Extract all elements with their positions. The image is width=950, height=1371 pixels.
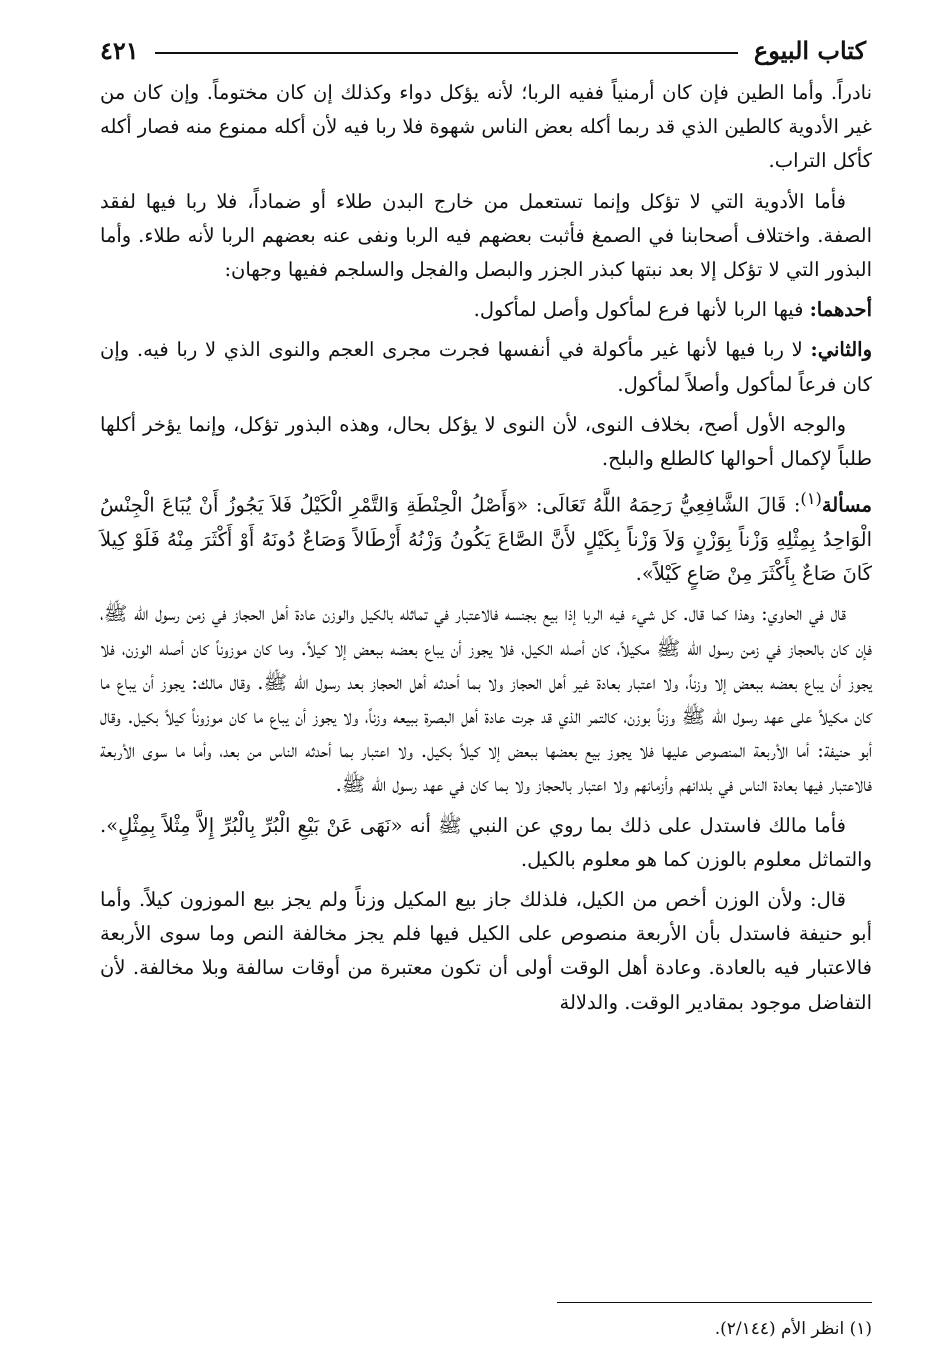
header-rule: [155, 52, 738, 54]
page-number: ٤٢١: [100, 35, 139, 65]
paragraph: قال: ولأن الوزن أخص من الكيل، فلذلك جاز بيع المكيل وزناً ولم يجز بيع الموزون كيلاً. وأما أبو حنيفة فاستدل بأن الأربعة منصوص على الكيل فيها فلم يجز مخالفة النص وما سوى الأربعة فالاعتبار فيه بالعادة. وعادة أهل الوقت أولى أن تكون معتبرة من أوقات سالفة وبلا مخالفة. لأن التفاضل موجود بمقادير الوقت. والدلالة: [100, 887, 872, 1014]
paragraph: [100, 293, 872, 327]
paragraph-lead: أحدهما:: [809, 298, 872, 322]
chapter-title: كتاب البيوع: [753, 35, 866, 65]
paragraph: [100, 333, 872, 401]
paragraph-lead: والثاني:: [810, 338, 872, 362]
footnote-text: انظر الأم (٢/١٤٤).: [714, 1319, 845, 1339]
page-header: [100, 30, 866, 70]
paragraph: فأما مالك فاستدل على ذلك بما روي عن النبي ﷺ أنه «نَهَى عَنْ بَيْعِ الْبُرِّ بِالْبُرِّ إِلاَّ مِثْلاً بِمِثْلٍ». والتماثل معلوم بالوزن كما هو معلوم بالكيل.: [100, 813, 872, 871]
paragraph: نادراً. وأما الطين فإن كان أرمنياً ففيه الربا؛ لأنه يؤكل دواء وكذلك إن كان مختوماً. وإن كان من غير الأدوية كالطين الذي قد ربما أكله بعض الناس شهوة فلا ربا فيه لأن أكله ممنوع منه فصار أكله كأكل التراب.: [100, 81, 872, 173]
paragraph-text: : قَالَ الشَّافِعِيُّ رَحِمَهُ اللَّهُ تَعَالَى: «وَأَصْلُ الْحِنْطَةِ وَالتَّمْرِ الْكَيْلُ فَلاَ يَجُوزُ أَنْ يُبَاعَ الْجِنْسُ الْوَاحِدُ بِمِثْلِهِ وَزْناً بِوَزْنٍ وَلاَ وَزْناً بِكَيْلٍ لأَنَّ الصَّاعَ يَكُونُ وَزْنُهُ أَرْطَالاً وَصَاعٌ دُونَهُ أَوْ أَكْثَرَ مِنْهُ فَلَوْ كِيلاَ كَانَ صَاعٌ بِأَكْثَرَ مِنْ صَاعٍ كَيْلاً».: [100, 493, 872, 586]
paragraph: [100, 482, 872, 591]
footnote-marker: (١): [800, 489, 822, 509]
footnote-number: (١): [849, 1319, 872, 1339]
paragraph: والوجه الأول أصح، بخلاف النوى، لأن النوى لا يؤكل بحال، وهذه البذور تؤكل، وإنما يؤخر أكلها طلباً لإكمال أحوالها كالطلع والبلح.: [100, 412, 872, 471]
paragraph-lead: مسألة: [821, 493, 872, 517]
paragraph-text: لا ربا فيها لأنها غير مأكولة في أنفسها فجرت مجرى العجم والنوى الذي لا ربا فيه. وإن كان فرعاً لمأكول وأصلاً لمأكول.: [100, 338, 872, 396]
footnote-rule: [557, 1302, 872, 1303]
page-body: [100, 76, 872, 1026]
paragraph: فأما الأدوية التي لا تؤكل وإنما تستعمل من خارج البدن طلاء أو ضماداً، فلا ربا فيها لفقد الصفة. واختلاف أصحابنا في الصمغ فأثبت بعضهم فيه الربا ونفى عنه بعضهم الربا لأنه طلاء. وأما البذور التي لا تؤكل إلا بعد نبتها كبذر الجزر والبصل والفجل والسلجم ففيها وجهان:: [100, 189, 872, 282]
footnote: [100, 1316, 872, 1342]
paragraph-text: فيها الربا لأنها فرع لمأكول وأصل لمأكول.: [473, 298, 804, 322]
paragraph: قال في الحاوي: وهذا كما قال. كل شيء فيه الربا إذا بيع بجنسه فالاعتبار في تماثله بالكيل والوزن عادة أهل الحجاز في زمن رسول الله ﷺ، فإن كان بالحجاز في زمن رسول الله ﷺ مكيلاً، كان أصله الكيل، فلا يجوز أن يباع بعضه ببعض إلا كيلاً. وما كان موزوناً كان أصله الوزن، فلا يجوز أن يباع بعضه ببعض إلا وزناً، ولا اعتبار بعادة غير أهل الحجاز ولا بما أحدثه أهل الحجاز بعد رسول الله ﷺ. وقال مالك: يجوز أن يباع ما كان مكيلاً على عهد رسول الله ﷺ وزناً بوزن، كالتمر الذي قد جرت عادة أهل البصرة ببيعه وزناً، ولا يجوز أن يباع ما كان موزوناً كيلاً بكيل. وقال أبو حنيفة: أما الأربعة المنصوص عليها فلا يجوز بيع بعضها ببعض إلا كيلاً بكيل. ولا اعتبار بما أحدثه الناس من بعد، وأما ما سوى الأربعة فالاعتبار فيها بعادة الناس في بلدانهم وأزمانهم ولا اعتبار بالحجاز ولا بما كان في عهد رسول الله ﷺ.: [100, 602, 872, 797]
